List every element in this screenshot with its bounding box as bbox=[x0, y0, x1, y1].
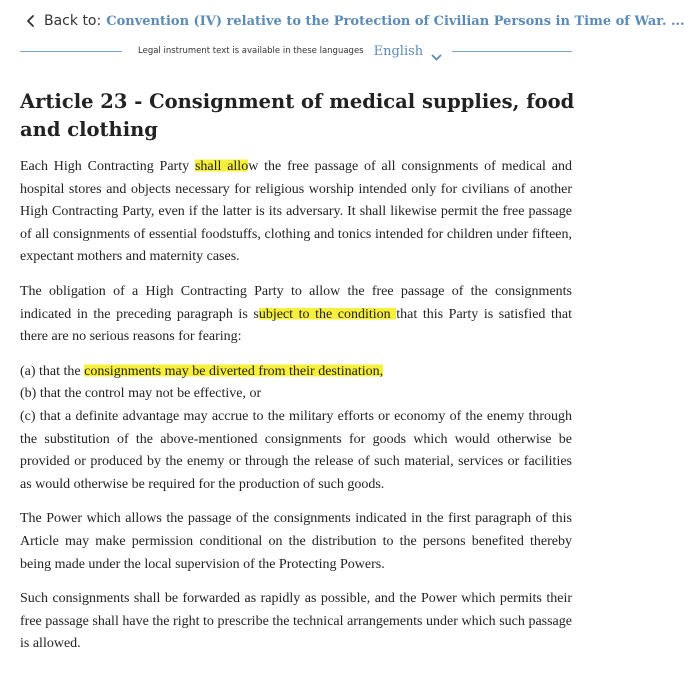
language-note: Legal instrument text is available in these languages bbox=[138, 46, 364, 56]
list-a-prefix: (a) that the bbox=[20, 363, 85, 379]
paragraph-3: The Power which allows the passage of the consignments indicated in the first paragraph of this Article may make permission conditional on the distribution to the persons benefited thereby being made under the local supervision of the Protecting Powers. bbox=[20, 511, 572, 572]
divider-left bbox=[20, 51, 122, 52]
paragraph-1 bbox=[20, 156, 572, 269]
list-item-b: (b) that the control may not be effective, or bbox=[20, 386, 262, 402]
list-item-a bbox=[20, 361, 572, 384]
divider-right bbox=[452, 51, 572, 52]
list-item-c: (c) that a definite advantage may accrue to the military efforts or economy of the enemy through the substitution of the above-mentioned consignments for goods which would otherwise be provided or produced by the enemy or through the release of such material, services or facilities as would otherwise be required for the production of such goods. bbox=[20, 408, 572, 492]
p1-text-a: Each High Contracting Party bbox=[20, 159, 195, 174]
back-title[interactable]: Convention (IV) relative to the Protection of Civilian Persons in Time of War. ... bbox=[106, 13, 685, 29]
language-select[interactable] bbox=[374, 44, 443, 59]
p2-text-a: The obligation of a High Contracting Party to allow the free passage of the consignments indicated in the preceding paragraph is s bbox=[20, 283, 572, 322]
paragraph-4: Such consignments shall be forwarded as rapidly as possible, and the Power which permits their free passage shall have the right to prescribe the technical arrangements under which such passage is allowed. bbox=[20, 591, 572, 652]
article-body bbox=[20, 156, 572, 668]
language-value[interactable]: English bbox=[373, 43, 424, 59]
highlight-consignments-diverted: consignments may be diverted from their destination, bbox=[84, 363, 384, 379]
highlight-shall-allow: shall allo bbox=[194, 159, 249, 174]
p2-text-b: that this Party is satisfied that there are no serious reasons for fearing: bbox=[20, 306, 573, 345]
back-link[interactable] bbox=[24, 13, 685, 29]
paragraph-2 bbox=[20, 281, 572, 349]
back-label: Back to: bbox=[44, 13, 102, 29]
condition-list bbox=[20, 361, 572, 497]
article-title: Article 23 - Consignment of medical supplies, food and clothing bbox=[20, 90, 575, 141]
breadcrumb bbox=[24, 11, 685, 31]
p1-text-b: w the free passage of all consignments of medical and hospital stores and objects necessary for religious worship intended only for civilians of another High Contracting Party, even if the latter is its adversary. It shall likewise permit the free passage of all consignments of essential foodstuffs, clothing and tonics intended for children under fifteen, expectant mothers and maternity cases. bbox=[20, 159, 572, 265]
highlight-subject-to-condition: ubject to the condition bbox=[258, 306, 397, 322]
language-bar bbox=[20, 40, 572, 62]
chevron-left-icon bbox=[24, 13, 38, 29]
chevron-down-icon[interactable] bbox=[431, 47, 442, 55]
